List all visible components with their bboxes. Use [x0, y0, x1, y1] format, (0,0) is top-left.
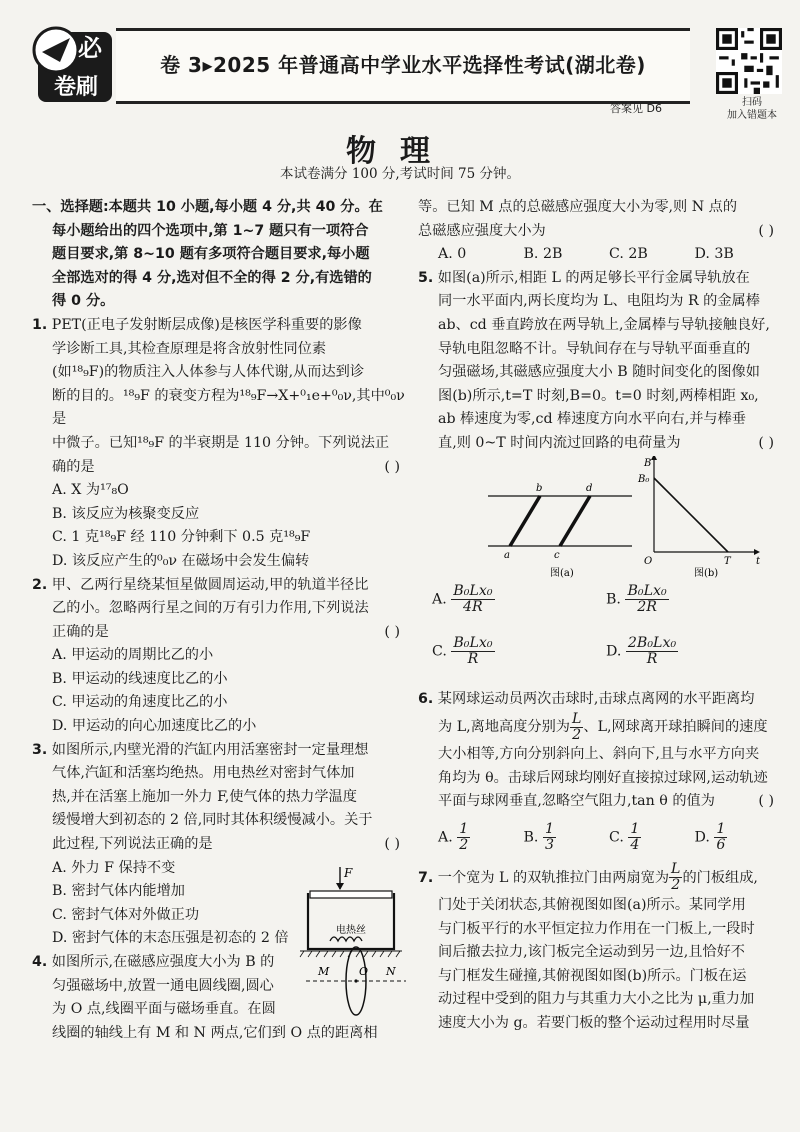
rod-ab: [510, 496, 540, 546]
b-axis-arrow: [651, 456, 657, 460]
option-d[interactable]: D. 3B: [694, 246, 734, 263]
question-text: 中微子。已知¹⁸₉F 的半衰期是 110 分钟。下列说法正: [52, 434, 390, 451]
brand-logo: [30, 22, 114, 106]
coil-axis-figure: [306, 943, 406, 1025]
question-number: 5.: [418, 269, 434, 286]
fraction-denominator: 2R: [637, 598, 657, 615]
question-text: 甲、乙两行星绕某恒星做圆周运动,甲的轨道半径比: [51, 576, 369, 593]
label-c: c: [554, 549, 560, 561]
section-line: 题目要求,第 8~10 题有多项符合题目要求,每小题: [52, 246, 370, 263]
question-3: [32, 739, 406, 951]
option-d[interactable]: D. 甲运动的向心加速度比乙的小: [52, 718, 257, 735]
option-d[interactable]: D. 该反应产生的⁰₀ν 在磁场中会发生偏转: [52, 552, 310, 569]
question-text: 热,并在活塞上施加一外力 F,使气体的热力学温度: [52, 788, 357, 805]
figure-b: [637, 456, 761, 579]
point-n-label: N: [386, 965, 396, 978]
option-a[interactable]: [438, 822, 524, 853]
q5-figures: [418, 456, 780, 584]
question-text: 线圈的轴线上有 M 和 N 两点,它们到 O 点的距离相: [52, 1024, 378, 1041]
question-2: [32, 574, 406, 739]
force-arrowhead: [336, 883, 344, 890]
option-letter: B.: [606, 591, 621, 608]
option-a[interactable]: A. 外力 F 保持不变: [52, 859, 176, 876]
subject-title: 物理: [346, 134, 454, 169]
label-b: b: [536, 482, 543, 494]
option-letter: D.: [606, 643, 622, 660]
question-text: 为 O 点,线圈平面与磁场垂直。在圆: [52, 1001, 276, 1018]
b-t-line: [654, 478, 728, 552]
option-d[interactable]: D. 密封气体的末态压强是初态的 2 倍: [52, 930, 289, 947]
fraction-numerator: L: [571, 710, 582, 727]
question-text: 匀强磁场,其磁感应强度大小 B 随时间变化的图像如: [438, 364, 760, 381]
question-text: 直,则 0~T 时间内流过回路的电荷量为: [438, 434, 681, 451]
option-d[interactable]: [606, 636, 780, 688]
question-text: 某网球运动员两次击球时,击球点离网的水平距离均: [437, 690, 755, 707]
question-text: 图(b)所示,t=T 时刻,B=0。t=0 时刻,两棒相距 x₀,: [438, 387, 759, 404]
right-column: [418, 196, 780, 1035]
heater-coil: [330, 937, 362, 941]
option-c[interactable]: C. 2B: [609, 246, 648, 263]
fraction-denominator: R: [646, 650, 658, 667]
question-text: ab、cd 垂直跨放在两导轨上,金属棒与导轨接触良好,: [438, 316, 770, 333]
question-text: 为 L,离地高度分别为: [438, 719, 570, 736]
question-text: 导轨电阻忽略不计。导轨间存在与导轨平面垂直的: [438, 340, 751, 357]
question-text: 间后撤去拉力,该门板完全运动到另一边,且恰好不: [438, 944, 745, 961]
question-text: 一个宽为 L 的双轨推拉门由两扇宽为: [437, 869, 670, 886]
option-a[interactable]: A. X 为¹⁷₈O: [52, 482, 129, 499]
label-t: t: [756, 555, 761, 567]
fraction-numerator: L: [671, 861, 681, 878]
question-4-continued: [418, 196, 780, 267]
option-letter: C.: [432, 643, 447, 660]
question-text: ab 棒速度为零,cd 棒速度方向水平向右,并与棒垂: [438, 411, 746, 428]
option-b[interactable]: [606, 584, 780, 636]
option-b[interactable]: B. 2B: [523, 246, 563, 263]
title-banner: [116, 28, 690, 104]
question-text: 乙的小。忽略两行星之间的万有引力作用,下列说法: [52, 600, 369, 617]
question-text: 与门框发生碰撞,其俯视图如图(b)所示。门板在运: [438, 967, 747, 984]
label-O: O: [644, 555, 653, 567]
fraction-numerator: 2B₀Lx₀: [627, 634, 677, 651]
left-column: [32, 196, 406, 1045]
question-text: 此过程,下列说法正确的是: [52, 836, 213, 853]
answer-bracket[interactable]: ( ): [758, 434, 774, 451]
question-text: 如图(a)所示,相距 L 的两足够长平行金属导轨放在: [437, 269, 750, 286]
section-line: 一、选择题:本题共 10 小题,每小题 4 分,共 40 分。在: [32, 199, 383, 215]
option-letter: C.: [609, 829, 624, 846]
question-text: 正确的是: [52, 623, 109, 640]
question-text: 如图所示,在磁感应强度大小为 B 的: [51, 954, 275, 970]
option-letter: D.: [694, 829, 710, 846]
question-7: [418, 862, 780, 1036]
question-number: 6.: [418, 690, 434, 707]
qr-caption-line: 扫码: [742, 97, 762, 108]
option-letter: B.: [523, 829, 539, 846]
piston: [310, 891, 392, 898]
question-text: 气体,汽缸和活塞均绝热。用电热丝对密封气体加: [52, 765, 355, 782]
fraction-numerator: B₀Lx₀: [453, 582, 493, 599]
fraction-denominator: 2: [572, 726, 582, 743]
figure-a-caption: 图(a): [550, 567, 574, 579]
question-text: 角均为 θ。击球后网球均刚好直接掠过球网,运动轨迹: [438, 769, 768, 786]
logo-text-bottom: 卷刷: [53, 75, 99, 100]
fraction-denominator: 6: [716, 837, 726, 854]
option-b[interactable]: B. 该反应为核聚变反应: [52, 505, 200, 522]
question-text: 、L,网球离开球拍瞬间的速度: [583, 719, 768, 736]
label-B0: B₀: [638, 473, 650, 485]
option-a[interactable]: [432, 584, 606, 636]
center-point: [354, 979, 357, 982]
question-text: 缓慢增大到初态的 2 倍,同时其体积缓慢减小。关于: [52, 812, 373, 829]
question-number: 3.: [32, 741, 48, 758]
figure-b-caption: 图(b): [694, 567, 719, 579]
question-number: 7.: [418, 869, 434, 886]
fraction-numerator: 1: [630, 821, 640, 838]
question-text: 匀强磁场中,放置一通电圆线圈,圆心: [52, 977, 274, 994]
answer-bracket[interactable]: ( ): [384, 836, 400, 853]
cylinder-wall: [308, 893, 394, 949]
option-c[interactable]: C. 密封气体对外做正功: [52, 906, 200, 923]
fraction-denominator: 2: [671, 877, 681, 894]
answer-bracket[interactable]: ( ): [758, 793, 774, 810]
option-letter: A.: [438, 829, 453, 846]
fraction-numerator: B₀Lx₀: [453, 634, 493, 651]
section-line: 得 0 分。: [52, 293, 115, 310]
figure-a: [488, 483, 632, 579]
question-number: 4.: [32, 954, 48, 970]
exam-note: 本试卷满分 100 分,考试时间 75 分钟。: [280, 166, 520, 182]
option-c[interactable]: [609, 822, 695, 853]
answer-bracket[interactable]: ( ): [384, 458, 400, 475]
question-text: 门处于关闭状态,其俯视图如图(a)所示。某同学用: [438, 896, 746, 913]
force-label: F: [344, 865, 353, 880]
section-instructions: [32, 196, 406, 314]
option-d[interactable]: [695, 822, 781, 853]
fraction-numerator: 1: [459, 821, 469, 838]
label-a: a: [504, 549, 510, 561]
option-a[interactable]: A. 0: [438, 246, 467, 263]
question-text: 断的目的。¹⁸₉F 的衰变方程为¹⁸₉F→X+⁰₁e+⁰₀ν,其中⁰₀ν 是: [52, 387, 405, 428]
answer-bracket[interactable]: ( ): [384, 623, 400, 640]
option-c[interactable]: C. 甲运动的角速度比乙的小: [52, 694, 228, 711]
label-B: B: [644, 457, 652, 469]
exam-title: 卷 3▸2025 年普通高中学业水平选择性考试(湖北卷): [160, 53, 646, 77]
option-b[interactable]: B. 甲运动的线速度比乙的小: [52, 670, 228, 687]
question-text: 与门板平行的水平恒定拉力作用在一门板上,一段时: [438, 920, 755, 937]
question-5: [418, 267, 780, 688]
question-4: [32, 951, 406, 1045]
option-c[interactable]: [432, 636, 606, 688]
answer-reference: 答案见 D6: [610, 102, 662, 115]
question-text: 速度大小为 g。若要门板的整个运动过程用时尽量: [438, 1014, 750, 1031]
question-text: 等。已知 M 点的总磁感应强度大小为零,则 N 点的: [418, 199, 738, 215]
fraction-numerator: 1: [544, 821, 554, 838]
option-letter: A.: [432, 591, 447, 608]
point-m-label: M: [318, 965, 330, 978]
question-text: 如图所示,内壁光滑的汽缸内用活塞密封一定量理想: [51, 741, 369, 758]
label-d: d: [586, 482, 593, 494]
question-1: [32, 314, 406, 574]
rod-cd: [560, 496, 590, 546]
question-text: 同一水平面内,两长度均为 L、电阻均为 R 的金属棒: [438, 293, 760, 310]
fraction-denominator: 2: [459, 837, 469, 854]
question-text: PET(正电子发射断层成像)是核医学科重要的影像: [51, 316, 362, 333]
qr-caption: [710, 96, 794, 122]
fraction-denominator: 4: [630, 837, 640, 854]
question-text: 的门板组成,: [682, 869, 758, 886]
qr-code-icon[interactable]: [716, 28, 782, 94]
heater-label: 电热丝: [336, 924, 366, 936]
section-line: 全部选对的得 4 分,选对但不全的得 2 分,有选错的: [52, 269, 372, 286]
fraction-denominator: R: [467, 650, 479, 667]
question-text: 学诊断工具,其检查原理是将含放射性同位素: [52, 340, 327, 357]
fraction-denominator: 3: [544, 837, 554, 854]
question-number: 1.: [32, 316, 48, 333]
fraction-numerator: 1: [716, 821, 726, 838]
question-text: 动过程中受到的阻力与其重力大小之比为 μ,重力加: [438, 991, 755, 1008]
logo-text-top: 必: [78, 34, 102, 62]
fraction-denominator: 4R: [463, 598, 483, 615]
qr-caption-line: 加入错题本: [727, 110, 777, 121]
option-b[interactable]: B. 密封气体内能增加: [52, 883, 185, 900]
question-text: (如¹⁸₉F)的物质注入人体参与人体代谢,从而达到诊: [52, 364, 365, 381]
point-o-label: O: [359, 965, 369, 978]
section-line: 每小题给出的四个选项中,第 1~7 题只有一项符合: [52, 222, 369, 239]
question-text: 总磁感应强度大小为: [418, 222, 546, 239]
t-axis-arrow: [754, 549, 760, 555]
option-b[interactable]: [524, 822, 610, 853]
question-text: 平面与球网垂直,忽略空气阻力,tan θ 的值为: [438, 793, 715, 810]
fraction-numerator: B₀Lx₀: [627, 582, 667, 599]
question-number: 2.: [32, 576, 48, 593]
question-6: [418, 688, 780, 862]
label-T: T: [724, 555, 731, 567]
answer-bracket[interactable]: ( ): [758, 222, 774, 239]
option-a[interactable]: A. 甲运动的周期比乙的小: [52, 647, 214, 664]
option-c[interactable]: C. 1 克¹⁸₉F 经 110 分钟剩下 0.5 克¹⁸₉F: [52, 529, 311, 546]
question-text: 确的是: [52, 458, 95, 475]
question-text: 大小相等,方向分别斜向上、斜向下,且与水平方向夹: [438, 746, 760, 763]
